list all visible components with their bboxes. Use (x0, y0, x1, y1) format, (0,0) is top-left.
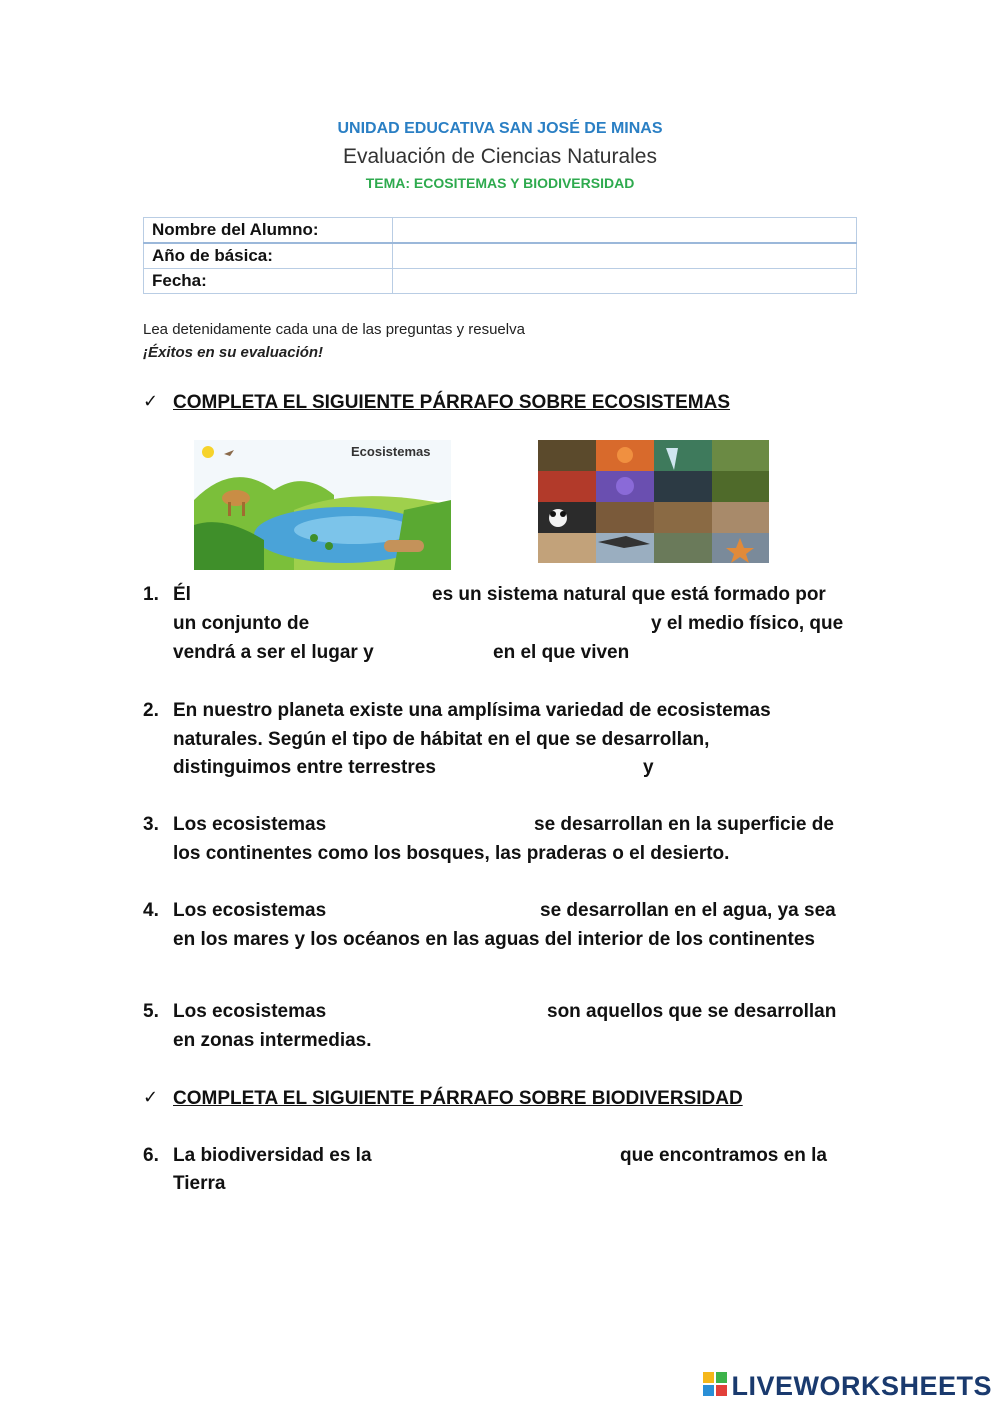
answer-blank[interactable] (462, 757, 638, 781)
check-icon: ✓ (143, 391, 159, 411)
table-row (144, 218, 857, 244)
ecosystem-illustration (194, 440, 451, 570)
question-text: un conjunto de (173, 613, 310, 634)
question-number: 4. (143, 900, 159, 921)
date-label: Fecha: (144, 269, 393, 294)
question-text: Los ecosistemas (173, 1001, 327, 1022)
question-text: Los ecosistemas (173, 814, 327, 835)
answer-blank[interactable] (335, 814, 529, 838)
question-text: vendrá a ser el lugar y (173, 642, 374, 663)
question-text: y (643, 757, 654, 778)
question-text: Tierra (173, 1173, 226, 1194)
question-number: 2. (143, 700, 159, 721)
answer-blank[interactable] (392, 642, 488, 666)
check-icon: ✓ (143, 1087, 159, 1107)
liveworksheets-icon (703, 1372, 727, 1403)
date-field[interactable] (393, 269, 857, 294)
section-heading-ecosystems: COMPLETA EL SIGUIENTE PÁRRAFO SOBRE ECOSISTEMAS (173, 392, 731, 413)
student-name-label: Nombre del Alumno: (144, 218, 393, 244)
table-row (144, 269, 857, 294)
question-number: 6. (143, 1145, 159, 1166)
table-row (144, 243, 857, 269)
answer-blank[interactable] (386, 1145, 614, 1169)
question-text: en el que viven (493, 642, 630, 663)
question-text: y el medio físico, que (651, 613, 844, 634)
biodiversity-collage (538, 440, 769, 563)
question-text: Los ecosistemas (173, 900, 327, 921)
question-text: se desarrollan en la superficie de (534, 814, 834, 835)
grade-field[interactable] (393, 243, 857, 269)
question-text: que encontramos en la (620, 1145, 827, 1166)
question-number: 5. (143, 1001, 159, 1022)
question-text: los continentes como los bosques, las praderas o el desierto. (173, 843, 730, 864)
question-number: 1. (143, 584, 159, 605)
brand-name: LIVEWORKSHEETS (731, 1370, 992, 1401)
question-text: en zonas intermedias. (173, 1030, 372, 1051)
question-number: 3. (143, 814, 159, 835)
question-text: La biodiversidad es la (173, 1145, 372, 1166)
ecosystem-image-label: Ecosistemas (351, 444, 431, 459)
grade-label: Año de básica: (144, 243, 393, 269)
student-name-field[interactable] (393, 218, 857, 244)
question-text: En nuestro planeta existe una amplísima variedad de ecosistemas (173, 700, 771, 721)
topic-title: TEMA: ECOSITEMAS Y BIODIVERSIDAD (365, 175, 635, 191)
question-text: es un sistema natural que está formado por (432, 584, 826, 605)
section-heading-biodiversity: COMPLETA EL SIGUIENTE PÁRRAFO SOBRE BIODIVERSIDAD (173, 1088, 743, 1109)
question-text: distinguimos entre terrestres (173, 757, 436, 778)
good-luck-text: ¡Éxitos en su evaluación! (143, 344, 324, 361)
question-text: se desarrollan en el agua, ya sea (540, 900, 836, 921)
answer-blank[interactable] (194, 584, 426, 608)
answer-blank[interactable] (335, 1001, 541, 1025)
school-name: UNIDAD EDUCATIVA SAN JOSÉ DE MINAS (337, 120, 663, 137)
liveworksheets-logo (703, 1371, 992, 1403)
question-text: naturales. Según el tipo de hábitat en el que se desarrollan, (173, 729, 710, 750)
question-text: Él (173, 584, 191, 605)
subject-title: Evaluación de Ciencias Naturales (342, 145, 657, 168)
answer-blank[interactable] (335, 900, 533, 924)
question-text: son aquellos que se desarrollan (547, 1001, 837, 1022)
question-text: en los mares y los océanos en las aguas del interior de los continentes (173, 929, 815, 950)
instructions-text: Lea detenidamente cada una de las preguntas y resuelva (143, 321, 525, 338)
answer-blank[interactable] (325, 613, 645, 637)
student-info-table (143, 217, 857, 294)
